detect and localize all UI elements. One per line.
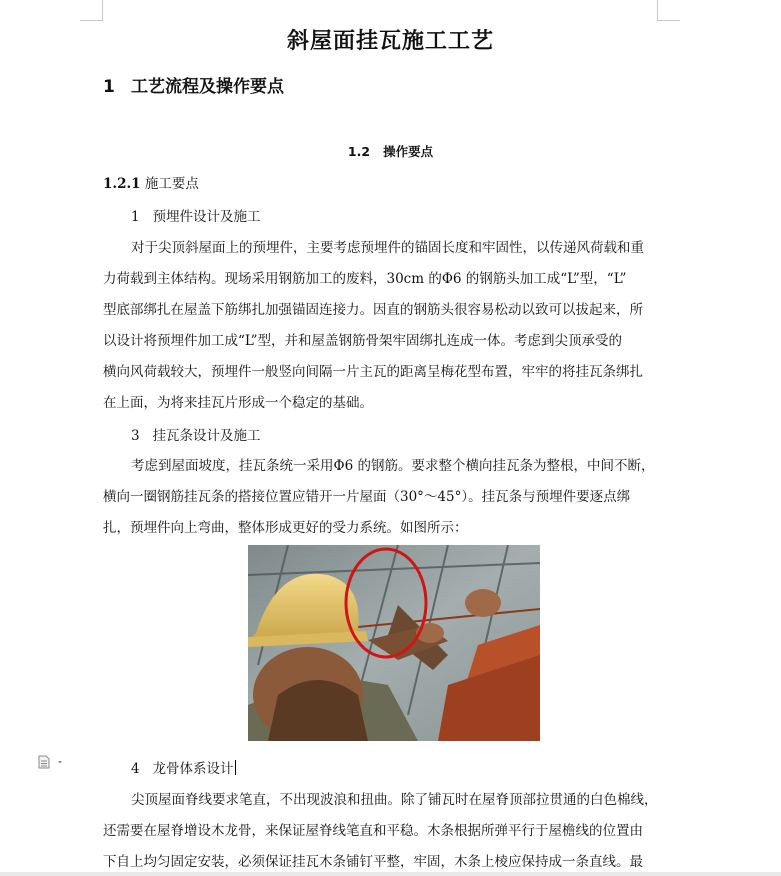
item-title: 挂瓦条设计及施工: [152, 428, 261, 444]
construction-photo[interactable]: [248, 545, 540, 741]
item-number: 3: [131, 428, 140, 444]
item-number: 1: [131, 209, 140, 225]
paragraph-line: 尖顶屋面脊线要求笔直，不出现波浪和扭曲。除了铺瓦时在屋脊顶部拉贯通的白色棉线，: [131, 792, 658, 808]
section-heading-1-2: [0, 142, 781, 160]
paragraph-line: 扎，预埋件向上弯曲，整体形成更好的受力系统。如图所示：: [103, 520, 468, 536]
page-corner-marker-right: [657, 0, 680, 21]
document-options-icon[interactable]: [38, 755, 66, 769]
section-title: 操作要点: [383, 144, 434, 159]
photo-illustration: [248, 545, 540, 741]
section-heading-1-2-1: [103, 172, 199, 192]
item-title: 龙骨体系设计: [152, 761, 234, 777]
item-heading: [131, 757, 236, 777]
section-number: 1.2: [347, 144, 371, 159]
paragraph-line: 力荷载到主体结构。现场采用钢筋加工的废料，30cm 的Φ6 的钢筋头加工成“L”型，“L”: [103, 271, 627, 287]
section-number: 1.2.1: [103, 176, 141, 192]
paragraph-line: 下自上均匀固定安装，必须保证挂瓦木条铺钉平整，牢固，木条上棱应保持成一条直线。最: [103, 854, 643, 870]
text-cursor: [235, 760, 236, 775]
item-heading: [131, 424, 260, 444]
item-number: 4: [131, 761, 140, 777]
paragraph-line: 还需要在屋脊增设木龙骨，来保证屋脊线笔直和平稳。木条根据所弹平行于屋檐线的位置由: [103, 823, 643, 839]
section-number: 1: [103, 77, 115, 97]
section-title: 工艺流程及操作要点: [131, 77, 284, 97]
page-corner-marker-left: [80, 0, 103, 21]
item-heading: [131, 205, 260, 225]
paragraph-line: 在上面，为将来挂瓦片形成一个稳定的基础。: [103, 395, 373, 411]
paragraph-line: 型底部绑扎在屋盖下筋绑扎加强锚固连接力。因直的钢筋头很容易松动以致可以拔起来，所: [103, 302, 643, 318]
page-bottom-edge: [0, 872, 781, 876]
paragraph-line: 以设计将预埋件加工成“L”型，并和屋盖钢筋骨架牢固绑扎连成一体。考虑到尖顶承受的: [103, 333, 623, 349]
paragraph-line: 考虑到屋面坡度，挂瓦条统一采用Φ6 的钢筋。要求整个横向挂瓦条为整根，中间不断，: [131, 458, 655, 474]
section-title: 施工要点: [144, 176, 199, 192]
item-title: 预埋件设计及施工: [152, 209, 261, 225]
paragraph-line: 横向一圈钢筋挂瓦条的搭接位置应错开一片屋面（30°～45°）。挂瓦条与预埋件要逐点绑: [103, 489, 631, 505]
document-title: 斜屋面挂瓦施工工艺: [286, 29, 494, 54]
paragraph-line: 横向风荷载较大，预埋件一般竖向间隔一片主瓦的距离呈梅花型布置，牢牢的将挂瓦条绑扎: [103, 364, 643, 380]
paragraph-line: 对于尖顶斜屋面上的预埋件，主要考虑预埋件的锚固长度和牢固性，以传递风荷载和重: [131, 240, 644, 256]
section-heading-1: [103, 72, 284, 97]
